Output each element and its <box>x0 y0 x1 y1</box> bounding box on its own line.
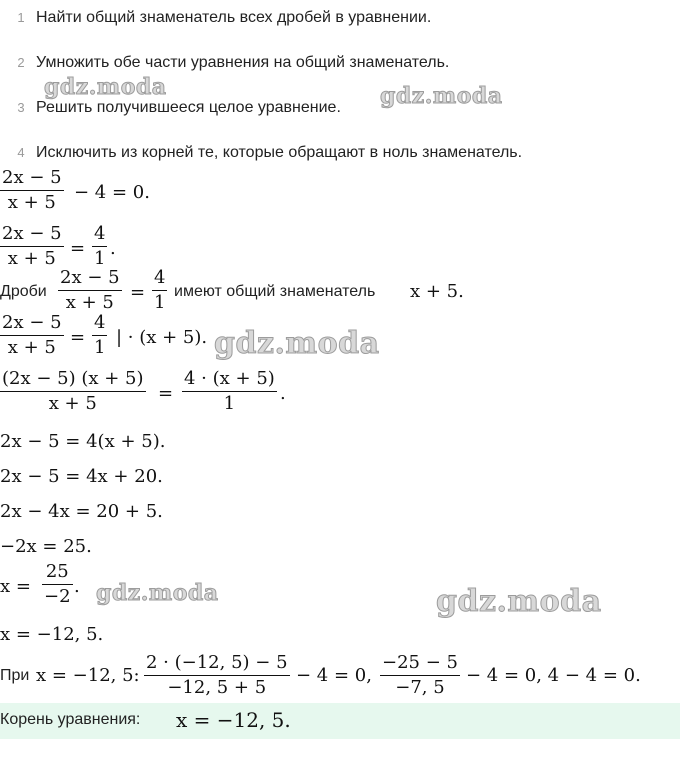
check-fraction-2 <box>380 651 460 700</box>
step-number: 1 <box>17 10 25 25</box>
solution-line-3: 2x − 4x = 20 + 5. <box>0 501 163 522</box>
answer-value: x = −12, 5. <box>176 708 291 732</box>
denominator: −2 <box>44 586 71 607</box>
check-prefix: При <box>0 667 30 684</box>
denominator: −7, 5 <box>380 675 460 700</box>
denominator: 1 <box>182 391 277 416</box>
denominator: x + 5 <box>0 335 64 360</box>
denominator: x + 5 <box>58 290 122 315</box>
equation-3-lhs <box>58 266 122 315</box>
check-value: x = −12, 5: <box>36 665 140 686</box>
equation-2-lhs <box>0 222 64 271</box>
equation-3-rhs <box>152 266 167 315</box>
equals-sign: = <box>158 383 174 404</box>
answer-label: Корень уравнения: <box>0 711 141 728</box>
step-number: 4 <box>17 145 25 160</box>
equals-sign: = <box>70 238 86 259</box>
common-denominator-text: имеют общий знаменатель <box>174 283 376 300</box>
step-number: 2 <box>17 55 25 70</box>
equation-5-lhs <box>0 367 146 416</box>
numerator: 4 <box>94 312 106 333</box>
step-text: Умножить обе части уравнения на общий знаменатель. <box>36 54 450 71</box>
watermark: gdz.moda <box>214 326 380 361</box>
solution-result: x = −12, 5. <box>0 624 104 645</box>
step-text: Исключить из корней те, которые обращают в ноль знаменатель. <box>36 144 523 161</box>
step-text: Найти общий знаменатель всех дробей в уравнении. <box>36 9 432 26</box>
equation-1-tail: − 4 = 0. <box>74 182 150 203</box>
check-tail: − 4 = 0, 4 − 4 = 0. <box>466 665 641 686</box>
numerator: 2x − 5 <box>60 267 120 288</box>
denominator: 1 <box>154 292 166 313</box>
watermark: gdz.moda <box>96 580 219 606</box>
equation-2-tail: . <box>110 238 116 259</box>
denominator: x + 5 <box>0 190 64 215</box>
watermark: gdz.moda <box>436 584 602 619</box>
solution-line-2: 2x − 5 = 4x + 20. <box>0 466 163 487</box>
step-number: 3 <box>17 100 25 115</box>
numerator: 2x − 5 <box>2 312 62 333</box>
numerator: 2 · (−12, 5) − 5 <box>146 652 288 673</box>
equation-2-rhs <box>92 222 107 271</box>
equation-6-fraction <box>42 560 73 609</box>
equals-sign: = <box>70 327 86 348</box>
watermark: gdz.moda <box>44 74 167 100</box>
numerator: 2x − 5 <box>2 223 62 244</box>
check-mid: − 4 = 0, <box>296 665 372 686</box>
equation-5-tail: . <box>280 383 286 404</box>
equals-sign: = <box>130 282 146 303</box>
equation-4-rhs <box>92 311 107 360</box>
denominator: x + 5 <box>0 246 64 271</box>
solution-line-4: −2x = 25. <box>0 536 92 557</box>
equation-4-lhs <box>0 311 64 360</box>
check-fraction-1 <box>144 651 290 700</box>
numerator: 4 <box>94 223 106 244</box>
denominator: 1 <box>94 248 106 269</box>
denominator: 1 <box>94 337 106 358</box>
numerator: (2x − 5) (x + 5) <box>2 368 144 389</box>
watermark: gdz.moda <box>380 83 503 109</box>
step-text: Решить получившееся целое уравнение. <box>36 99 341 116</box>
solution-line-1: 2x − 5 = 4(x + 5). <box>0 431 166 452</box>
equation-6-tail: . <box>74 576 80 597</box>
equation-1-fraction <box>0 166 64 215</box>
answer-box <box>0 703 680 739</box>
numerator: 2x − 5 <box>2 167 62 188</box>
numerator: −25 − 5 <box>382 652 458 673</box>
equation-4-tail: | · (x + 5). <box>116 327 208 348</box>
fractions-prefix: Дроби <box>0 283 47 300</box>
denominator: −12, 5 + 5 <box>144 675 290 700</box>
common-denominator-expr: x + 5. <box>410 281 464 302</box>
equation-5-rhs <box>182 367 277 416</box>
numerator: 4 <box>154 267 166 288</box>
equation-6-lhs: x = <box>0 576 31 597</box>
denominator: x + 5 <box>0 391 146 416</box>
numerator: 25 <box>45 561 69 582</box>
numerator: 4 · (x + 5) <box>184 368 275 389</box>
